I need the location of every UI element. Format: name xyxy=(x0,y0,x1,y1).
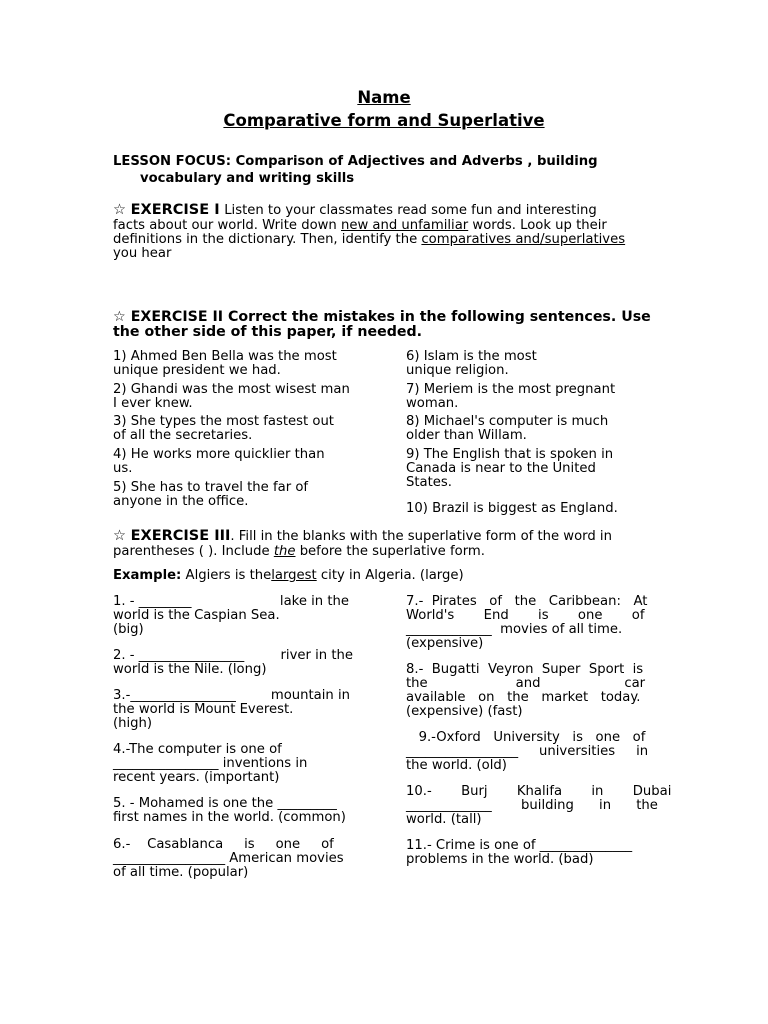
exercise-1-text-c: words. Look up their xyxy=(472,218,607,233)
ex2-item-6: 6) Islam is the most unique religion. xyxy=(406,349,537,378)
ex3-item-7: 7.- Pirates of the Caribbean: At World's End is one of _____________ movies of all time. (expensive) xyxy=(406,594,648,651)
ex2-item-9: 9) The English that is spoken in Canada is near to the United States. xyxy=(406,447,614,490)
ex3-item-11: 11.- Crime is one of ______________ problems in the world. (bad) xyxy=(406,838,633,867)
ex3-item-9: 9.-Oxford University is one of _________________ universities in the world. (old) xyxy=(406,730,649,773)
exercise-1-underline-2: comparatives and/superlatives xyxy=(421,232,626,247)
ex2-item-4: 4) He works more quicklier than us. xyxy=(113,447,325,476)
example-line: Example: Algiers is thelargest city in Algeria. (large) xyxy=(113,568,464,583)
ex3-item-5: 5. - Mohamed is one the _________ first names in the world. (common) xyxy=(113,796,346,825)
exercise-1-text-d: definitions in the dictionary. Then, identify the xyxy=(113,232,418,247)
ex2-item-7: 7) Meriem is the most pregnant woman. xyxy=(406,382,616,411)
ex3-item-6: 6.- Casablanca is one of _________________ American movies of all time. (popular) xyxy=(113,837,344,880)
ex3-item-1: 1. - ________ lake in the world is the Caspian Sea. (big) xyxy=(113,594,349,637)
exercise-1-heading: EXERCISE I xyxy=(130,202,220,218)
star-icon: ☆ xyxy=(113,528,126,544)
lesson-focus-line2: vocabulary and writing skills xyxy=(140,171,355,186)
ex3-item-4: 4.-The computer is one of ________________ inventions in recent years. (important) xyxy=(113,742,308,785)
ex3-item-3: 3.-________________ mountain in the world is Mount Everest. (high) xyxy=(113,688,350,731)
ex2-item-2: 2) Ghandi was the most wisest man I ever knew. xyxy=(113,382,350,411)
exercise-1-underline-1: new and unfamiliar xyxy=(340,218,469,233)
star-icon: ☆ xyxy=(113,309,126,325)
exercise-1-text-e: you hear xyxy=(113,246,172,261)
exercise-1-text-a: Listen to your classmates read some fun and interesting xyxy=(224,203,597,218)
exercise-1 xyxy=(113,202,673,261)
ex2-item-8: 8) Michael's computer is much older than Willam. xyxy=(406,414,609,443)
ex3-item-8: 8.- Bugatti Veyron Super Sport is the and car available on the market today. (expensive) (fast) xyxy=(406,662,646,719)
ex2-item-1: 1) Ahmed Ben Bella was the most unique president we had. xyxy=(113,349,337,378)
lesson-focus-line1: LESSON FOCUS: Comparison of Adjectives and Adverbs , building xyxy=(113,154,598,169)
ex3-item-10: 10.- Burj Khalifa in Dubai _____________ building in the world. (tall) xyxy=(406,784,672,827)
exercise-2-heading: ☆ EXERCISE II Correct the mistakes in the following sentences. Use the other side of this paper, if needed. xyxy=(113,309,651,340)
name-heading: Name xyxy=(357,88,411,107)
page-title: Comparative form and Superlative xyxy=(223,111,545,130)
ex3-item-2: 2. - ________________ river in the world is the Nile. (long) xyxy=(113,648,353,677)
exercise-1-text-b: facts about our world. Write down xyxy=(113,218,337,233)
exercise-3-heading: ☆ EXERCISE III. Fill in the blanks with the superlative form of the word in parentheses ( ). Include the before the superlative form. xyxy=(113,528,612,559)
ex2-item-5: 5) She has to travel the far of anyone in the office. xyxy=(113,480,309,509)
star-icon: ☆ xyxy=(113,202,126,218)
ex2-item-3: 3) She types the most fastest out of all the secretaries. xyxy=(113,414,334,443)
ex2-item-10: 10) Brazil is biggest as England. xyxy=(406,501,618,516)
